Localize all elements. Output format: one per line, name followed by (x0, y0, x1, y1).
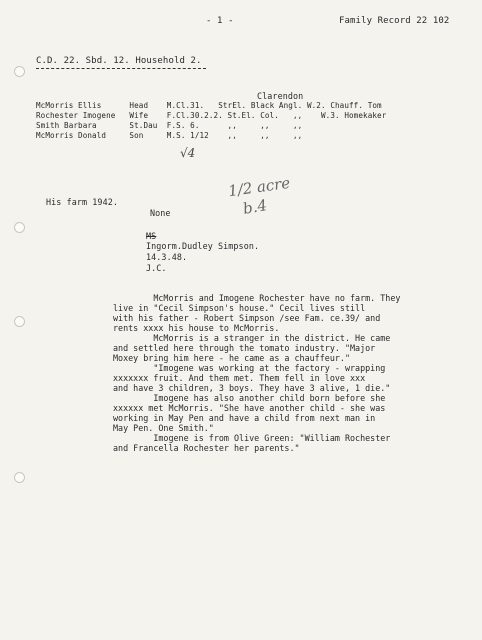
narrative-line: and Francella Rochester her parents." (113, 443, 300, 453)
informant-line: J.C. (146, 263, 167, 273)
page-number: - 1 - (206, 16, 234, 26)
informant-code: MS (146, 231, 157, 241)
narrative-line: rents xxxx his house to McMorris. (113, 323, 280, 333)
punch-hole-top (14, 66, 25, 77)
record-label: Family Record 22 102 (339, 16, 450, 26)
narrative-line: May Pen. One Smith." (113, 423, 214, 433)
narrative-line: Imogene is from Olive Green: "William Rochester (113, 433, 391, 443)
household-row: Smith Barbara St.Dau F.S. 6. ,, ,, ,, (36, 121, 303, 130)
farm-value: None (150, 208, 171, 218)
household-row: McMorris Ellis Head M.Cl.31. StrEl. Black Angl. W.2. Chauff. Tom (36, 101, 382, 110)
narrative-line: and have 3 children, 3 boys. They have 3 alive, 1 die." (113, 383, 391, 393)
handwritten-note-b4: b.4 (241, 196, 269, 218)
narrative-line: McMorris is a stranger in the district. He came (113, 333, 391, 343)
household-title: C.D. 22. Sbd. 12. Household 2. (36, 56, 202, 66)
narrative-line: working in May Pen and have a child from next man in (113, 413, 376, 423)
household-row: McMorris Donald Son M.S. 1/12 ,, ,, ,, (36, 131, 303, 140)
handwritten-note-acre: 1/2 acre (227, 173, 292, 201)
informant-line: 14.3.48. (146, 252, 188, 262)
narrative-line: McMorris and Imogene Rochester have no farm. They (113, 293, 401, 303)
punch-hole-lower-middle (14, 316, 25, 327)
narrative-line: Moxey bring him here - he came as a chauffeur." (113, 353, 350, 363)
narrative-line: with his father - Robert Simpson /see Fam. ce.39/ and (113, 313, 381, 323)
punch-hole-upper-middle (14, 222, 25, 233)
narrative-line: live in "Cecil Simpson's house." Cecil lives still (113, 303, 366, 313)
narrative-line: "Imogene was working at the factory - wrapping (113, 363, 386, 373)
column-note: Clarendon (257, 91, 304, 101)
narrative-line: xxxxxx met McMorris. "She have another child - she was (113, 403, 386, 413)
title-underline (36, 68, 206, 69)
informant-line: Ingorm.Dudley Simpson. (146, 241, 260, 251)
checkmark-note: √4 (180, 146, 196, 160)
narrative-line: and settled here through the tomato industry. "Major (113, 343, 376, 353)
narrative-line: Imogene has also another child born before she (113, 393, 386, 403)
narrative-line: xxxxxxx fruit. And them met. Them fell in love xxx (113, 373, 366, 383)
farm-label: His farm 1942. (46, 197, 118, 207)
punch-hole-bottom (14, 472, 25, 483)
household-row: Rochester Imogene Wife F.Cl.30.2.2. St.El. Col. ,, W.3. Homekaker (36, 111, 387, 120)
